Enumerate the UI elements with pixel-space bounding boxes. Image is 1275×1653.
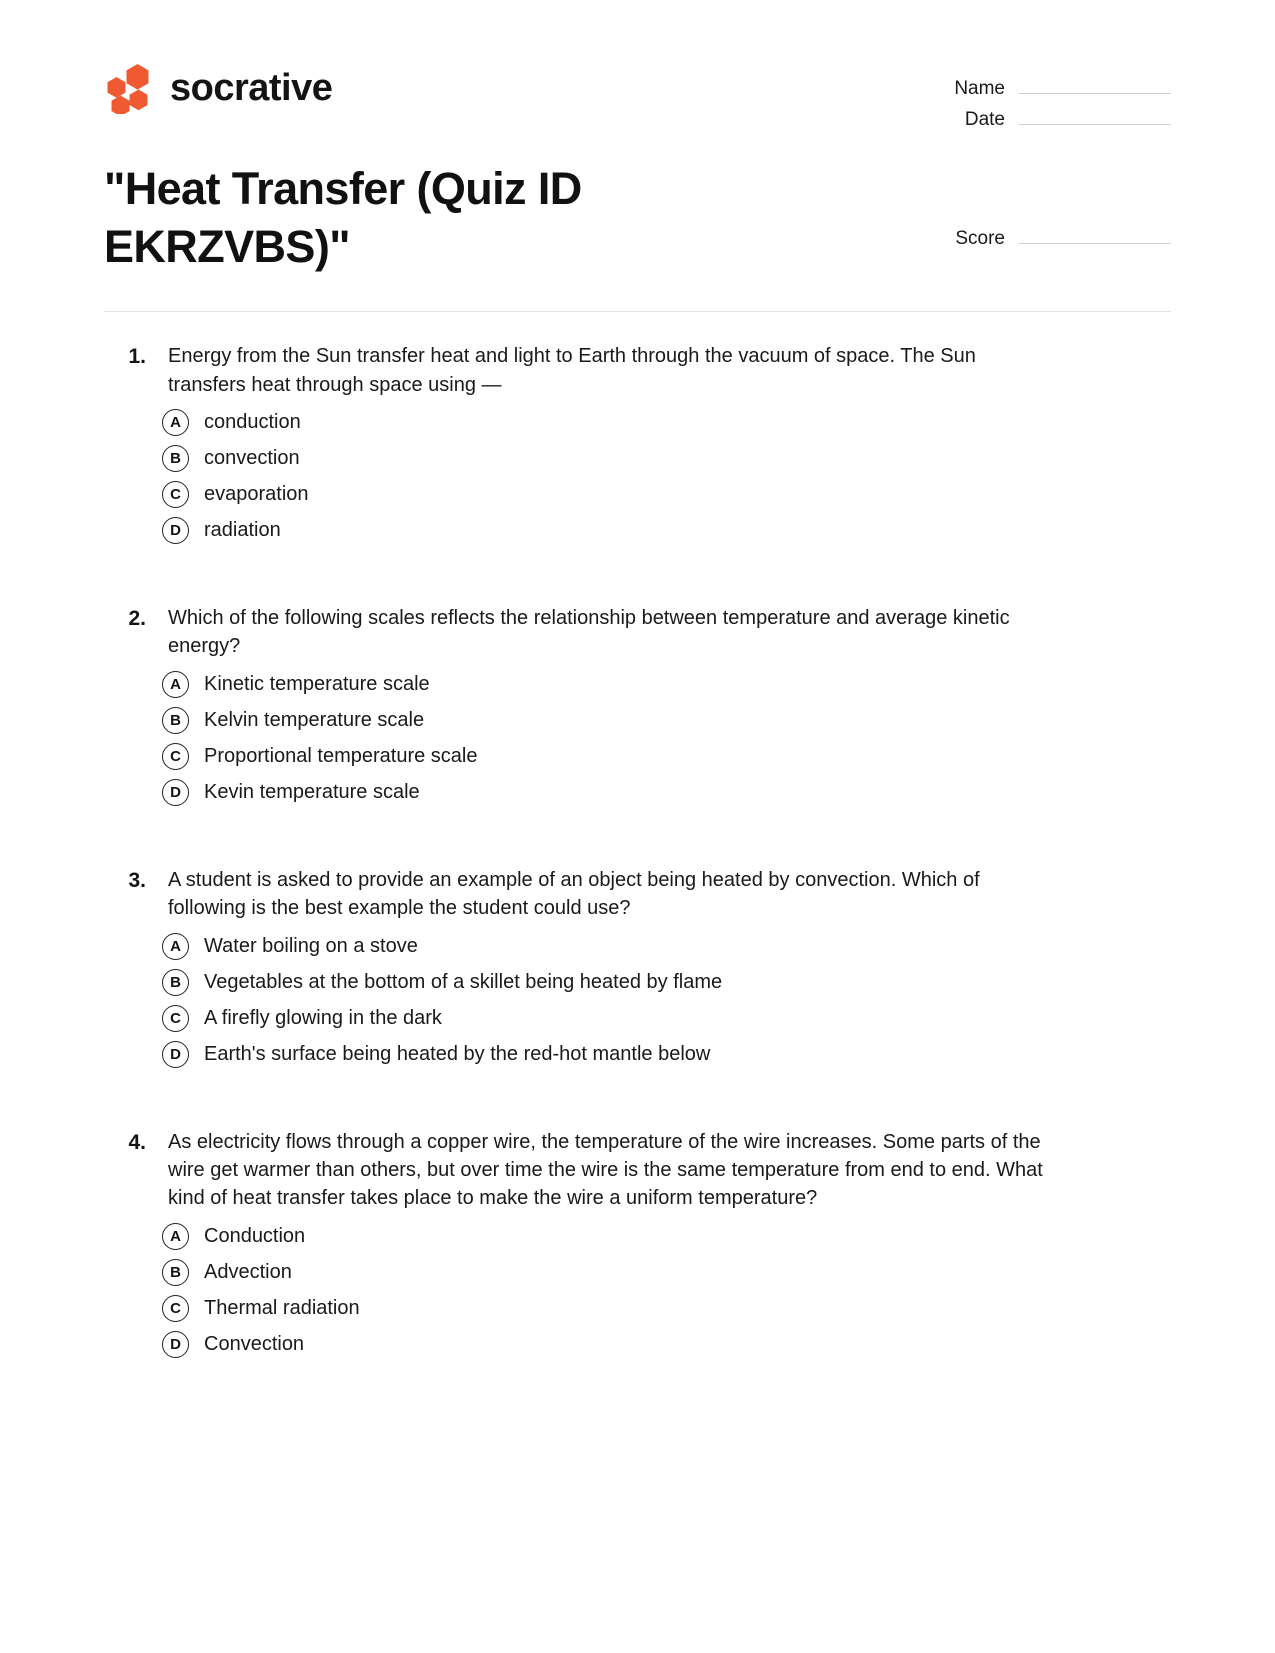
choice-label: A firefly glowing in the dark bbox=[204, 1006, 442, 1029]
date-label: Date bbox=[964, 109, 1005, 130]
choice-label: Kinetic temperature scale bbox=[204, 672, 430, 695]
score-input-line[interactable] bbox=[1019, 226, 1171, 244]
choice-label: Vegetables at the bottom of a skillet being heated by flame bbox=[204, 970, 723, 993]
choice-option[interactable] bbox=[104, 1005, 1171, 1032]
question-number: 4. bbox=[128, 1130, 146, 1154]
score-field-row bbox=[921, 226, 1171, 250]
score-field-block bbox=[921, 160, 1171, 257]
choice-option[interactable] bbox=[104, 481, 1171, 508]
choice-option[interactable] bbox=[104, 933, 1171, 960]
choice-label: conduction bbox=[204, 410, 301, 433]
choice-bubble-icon[interactable]: D bbox=[162, 779, 189, 806]
choice-label: Earth's surface being heated by the red-hot mantle below bbox=[204, 1042, 711, 1065]
choices-list bbox=[104, 1223, 1171, 1358]
name-label: Name bbox=[954, 78, 1005, 99]
choice-bubble-icon[interactable]: D bbox=[162, 1331, 189, 1358]
choice-bubble-icon[interactable]: B bbox=[162, 707, 189, 734]
question-item bbox=[104, 342, 1171, 544]
choice-label: radiation bbox=[204, 518, 281, 541]
choice-bubble-icon[interactable]: D bbox=[162, 1041, 189, 1068]
title-area bbox=[104, 160, 1171, 275]
question-heading bbox=[104, 866, 1171, 923]
socrative-logo bbox=[104, 58, 332, 118]
questions-list bbox=[104, 312, 1171, 1358]
choice-label: Kelvin temperature scale bbox=[204, 708, 425, 731]
choice-option[interactable] bbox=[104, 409, 1171, 436]
student-meta-fields bbox=[921, 58, 1171, 138]
question-text: As electricity flows through a copper wire, the temperature of the wire increases. Some parts of the wire get warmer than others, but over time the wire is the same temperature from end to end. What kind of heat transfer takes place to make the wire a uniform temperature? bbox=[168, 1130, 1043, 1210]
choice-option[interactable] bbox=[104, 517, 1171, 544]
choice-option[interactable] bbox=[104, 743, 1171, 770]
choices-list bbox=[104, 671, 1171, 806]
question-heading bbox=[104, 1128, 1171, 1213]
choice-bubble-icon[interactable]: A bbox=[162, 1223, 189, 1250]
choice-label: Conduction bbox=[204, 1224, 306, 1247]
choice-option[interactable] bbox=[104, 1331, 1171, 1358]
choice-bubble-icon[interactable]: C bbox=[162, 743, 189, 770]
choice-bubble-icon[interactable]: B bbox=[162, 445, 189, 472]
choice-option[interactable] bbox=[104, 779, 1171, 806]
question-number: 3. bbox=[128, 868, 146, 892]
choice-option[interactable] bbox=[104, 671, 1171, 698]
choice-option[interactable] bbox=[104, 1259, 1171, 1286]
choice-label: Proportional temperature scale bbox=[204, 744, 478, 767]
choice-bubble-icon[interactable]: B bbox=[162, 969, 189, 996]
choice-label: convection bbox=[204, 446, 300, 469]
choice-option[interactable] bbox=[104, 1295, 1171, 1322]
question-heading bbox=[104, 342, 1171, 399]
choice-bubble-icon[interactable]: A bbox=[162, 671, 189, 698]
choice-option[interactable] bbox=[104, 707, 1171, 734]
question-text: Which of the following scales reflects the relationship between temperature and average kinetic energy? bbox=[168, 606, 1010, 658]
hexagon-cluster-logo-icon bbox=[104, 62, 156, 114]
score-label: Score bbox=[955, 228, 1005, 249]
choice-label: Advection bbox=[204, 1260, 292, 1283]
question-item bbox=[104, 1128, 1171, 1358]
choices-list bbox=[104, 933, 1171, 1068]
question-item bbox=[104, 866, 1171, 1068]
question-text: Energy from the Sun transfer heat and light to Earth through the vacuum of space. The Sun transfers heat through space using — bbox=[168, 345, 976, 396]
date-input-line[interactable] bbox=[1019, 107, 1171, 125]
choice-bubble-icon[interactable]: D bbox=[162, 517, 189, 544]
choice-label: Kevin temperature scale bbox=[204, 780, 420, 803]
question-number: 1. bbox=[128, 345, 146, 369]
page-header bbox=[104, 0, 1171, 138]
brand-name: socrative bbox=[170, 67, 333, 109]
choice-bubble-icon[interactable]: A bbox=[162, 409, 189, 436]
choice-label: evaporation bbox=[204, 482, 309, 505]
name-field-row bbox=[921, 76, 1171, 100]
choice-bubble-icon[interactable]: C bbox=[162, 1005, 189, 1032]
question-item bbox=[104, 604, 1171, 806]
choice-label: Thermal radiation bbox=[204, 1296, 360, 1319]
choice-bubble-icon[interactable]: A bbox=[162, 933, 189, 960]
choice-bubble-icon[interactable]: C bbox=[162, 481, 189, 508]
choice-label: Convection bbox=[204, 1332, 305, 1355]
choice-label: Water boiling on a stove bbox=[204, 934, 418, 957]
question-heading bbox=[104, 604, 1171, 661]
choice-option[interactable] bbox=[104, 445, 1171, 472]
name-input-line[interactable] bbox=[1019, 76, 1171, 94]
choices-list bbox=[104, 409, 1171, 544]
choice-option[interactable] bbox=[104, 1223, 1171, 1250]
question-number: 2. bbox=[128, 606, 146, 630]
question-text: A student is asked to provide an example of an object being heated by convection. Which of following is the best example the student could use? bbox=[168, 868, 980, 920]
choice-option[interactable] bbox=[104, 969, 1171, 996]
choice-bubble-icon[interactable]: B bbox=[162, 1259, 189, 1286]
choice-bubble-icon[interactable]: C bbox=[162, 1295, 189, 1322]
date-field-row bbox=[921, 107, 1171, 131]
page-title: "Heat Transfer (Quiz ID EKRZVBS)" bbox=[104, 163, 582, 272]
choice-option[interactable] bbox=[104, 1041, 1171, 1068]
